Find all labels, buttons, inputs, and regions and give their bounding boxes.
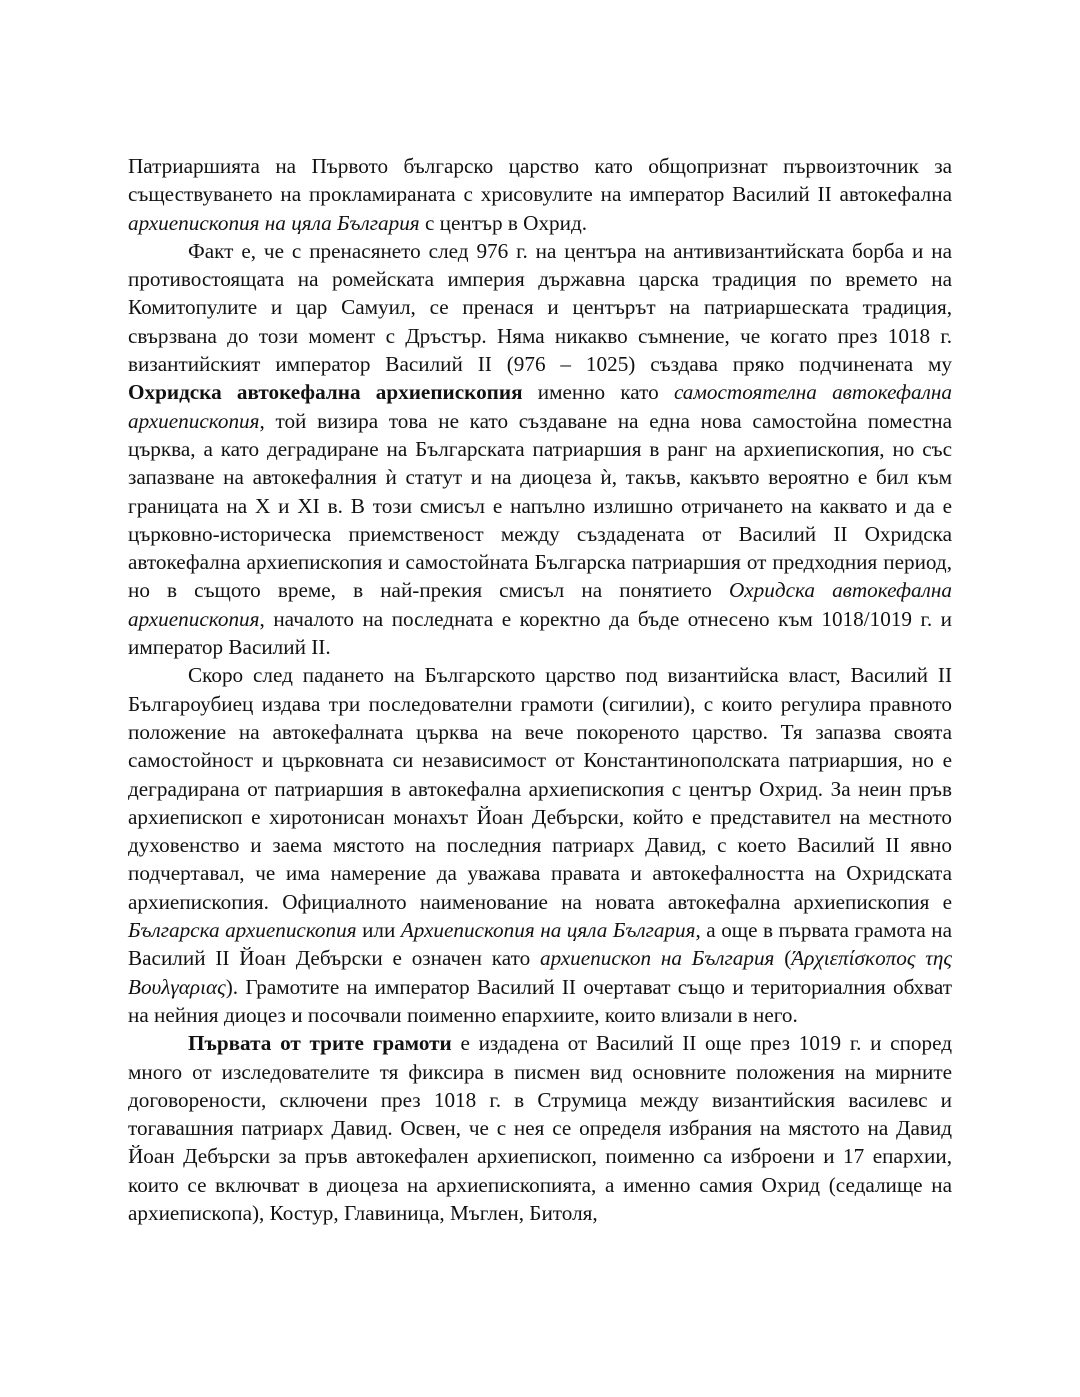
text-run: с център в Охрид. (419, 210, 588, 235)
italic-run: архиепископ на България (540, 946, 775, 971)
text-run: ). Грамотите на император Василий II очертават също и териториалния обхват на нейния диоцез и посочвали поименно епархиите, които влизали в него. (128, 974, 952, 1027)
text-run: именно като (522, 380, 674, 405)
italic-run: самостоятелна автокефална архиепископия (128, 380, 952, 433)
italic-run: архиепископия на цяла България (128, 210, 420, 235)
document-page (128, 152, 952, 1227)
italic-run: Българска архиепископия (128, 918, 357, 943)
text-run: , а още в първата грамота на Василий II Йоан Дебърски е означен като (128, 918, 953, 971)
italic-run: Охридска автокефална архиепископия (128, 578, 952, 631)
text-run: ( (774, 946, 792, 971)
text-run: Факт е, че с пренасянето след 976 г. на центъра на антивизантийската борба и на противостоящата на ромейската империя държавна царска традиция по времето на Комитопулите и цар Самуил, се пренася и центърът на патриаршеската традиция, свързвана до този момент с Дръстър. Няма никакво съмнение, че когато през 1018 г. византийският император Василий II (976 – 1025) създава пряко подчинената му (128, 238, 952, 377)
paragraph-1 (128, 152, 952, 237)
text-run: , началото на последната е коректно да бъде отнесено към 1018/1019 г. и император Василий II. (128, 606, 952, 660)
italic-run: Архиепископия на цяла България (400, 918, 696, 943)
text-run: , той визира това не като създаване на една нова самостойна поместна църква, а като деградиране на Българската патриаршия в ранг на архиепископия, но със запазване на автокефалния ѝ статут и на диоцеза ѝ, такъв, какъвто вероятно е бил към границата на X и XI в. В този смисъл е напълно излишно отричането на каквато и да е църковно-историческа приемственост между създадената от Василий II Охридска автокефална архиепископия и самостойната Българска патриаршия от предходния период, но в същото време, в най-прекия смисъл на понятието (128, 408, 952, 603)
text-run: е издадена от Василий II още през 1019 г. и според много от изследователите тя фиксира в писмен вид основните положения на мирните договорености, сключени през 1018 г. в Струмица между византийския василевс и тогавашния патриарх Давид. Освен, че с нея се определя избрания на мястото на Давид Йоан Дебърски за пръв автокефален архиепископ, поименно са изброени и 17 епархии, които се включват в диоцеза на архиепископията, а именно самия Охрид (седалище на архиепископа), Костур, Главиница, Мъглен, Битоля, (128, 1031, 952, 1225)
text-run: или (356, 918, 401, 943)
bold-run: Охридска автокефална архиепископия (128, 380, 523, 405)
paragraph-4 (128, 1029, 952, 1227)
paragraph-3 (128, 661, 952, 1029)
bold-run: Първата от трите грамоти (188, 1031, 452, 1056)
text-run: Скоро след падането на Българското царство под византийска власт, Василий II Българоубиец издава три последователни грамоти (сигилии), с които регулира правното положение на автокефалната църква на вече покореното царство. Тя запазва своята самостойност и църковната си независимост от Константинополската патриаршия, но е деградирана от патриаршия в автокефална архиепископия с център Охрид. За неин пръв архиепископ е хиротонисан монахът Йоан Дебърски, който е представител на местното духовенство и заема мястото на последния патриарх Давид, с което Василий II явно подчертавал, че има намерение да уважава правата и автокефалността на Охридската архиепископия. Официалното наименование на новата автокефална архиепископия е (128, 663, 952, 914)
italic-run: Άρχιεπίσκοπος της Βουλγαριας (128, 946, 952, 999)
paragraph-2 (128, 237, 952, 661)
text-run: Патриаршията на Първото българско царство като общопризнат първоизточник за съществуването на прокламираната с хрисовулите на император Василий II автокефална (128, 154, 952, 207)
